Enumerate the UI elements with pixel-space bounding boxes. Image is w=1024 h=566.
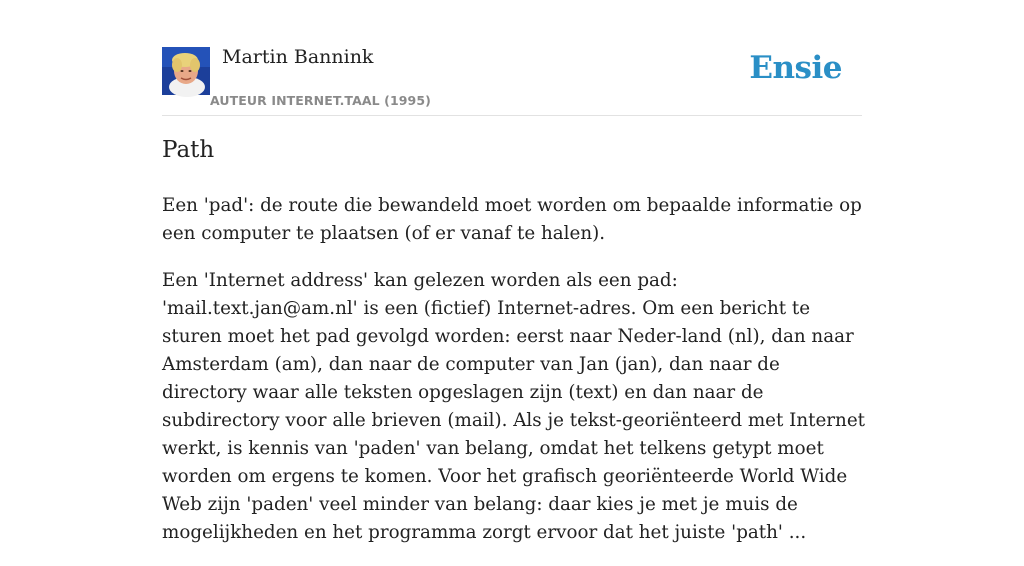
article-body xyxy=(162,192,867,566)
author-role: AUTEUR INTERNET.TAAL (1995) xyxy=(210,93,431,108)
paragraph: Een 'Internet address' kan gelezen worden als een pad: 'mail.text.jan@am.nl' is een (fictief) Internet-adres. Om een bericht te sturen moet het pad gevolgd worden: eerst naar Neder-land (nl), dan naar Amsterdam (am), dan naar de computer van Jan (jan), dan naar de directory waar alle teksten opgeslagen zijn (text) en dan naar de subdirectory voor alle brieven (mail). Als je tekst-georiënteerd met Internet werkt, is kennis van 'paden' van belang, omdat het telkens getypt moet worden om ergens te komen. Voor het grafisch georiënteerde World Wide Web zijn 'paden' veel minder van belang: daar kies je met je muis de mogelijkheden en het programma zorgt ervoor dat het juiste 'path' ... xyxy=(162,270,865,543)
avatar[interactable] xyxy=(162,47,210,95)
author-header xyxy=(162,46,862,116)
page-title: Path xyxy=(162,137,215,163)
brand-logo[interactable]: Ensie xyxy=(749,50,842,86)
paragraph: Een 'pad': de route die bewandeld moet worden om bepaalde informatie op een computer te plaatsen (of er vanaf te halen). xyxy=(162,195,862,244)
author-name[interactable]: Martin Bannink xyxy=(222,46,374,68)
author-photo xyxy=(162,47,210,95)
